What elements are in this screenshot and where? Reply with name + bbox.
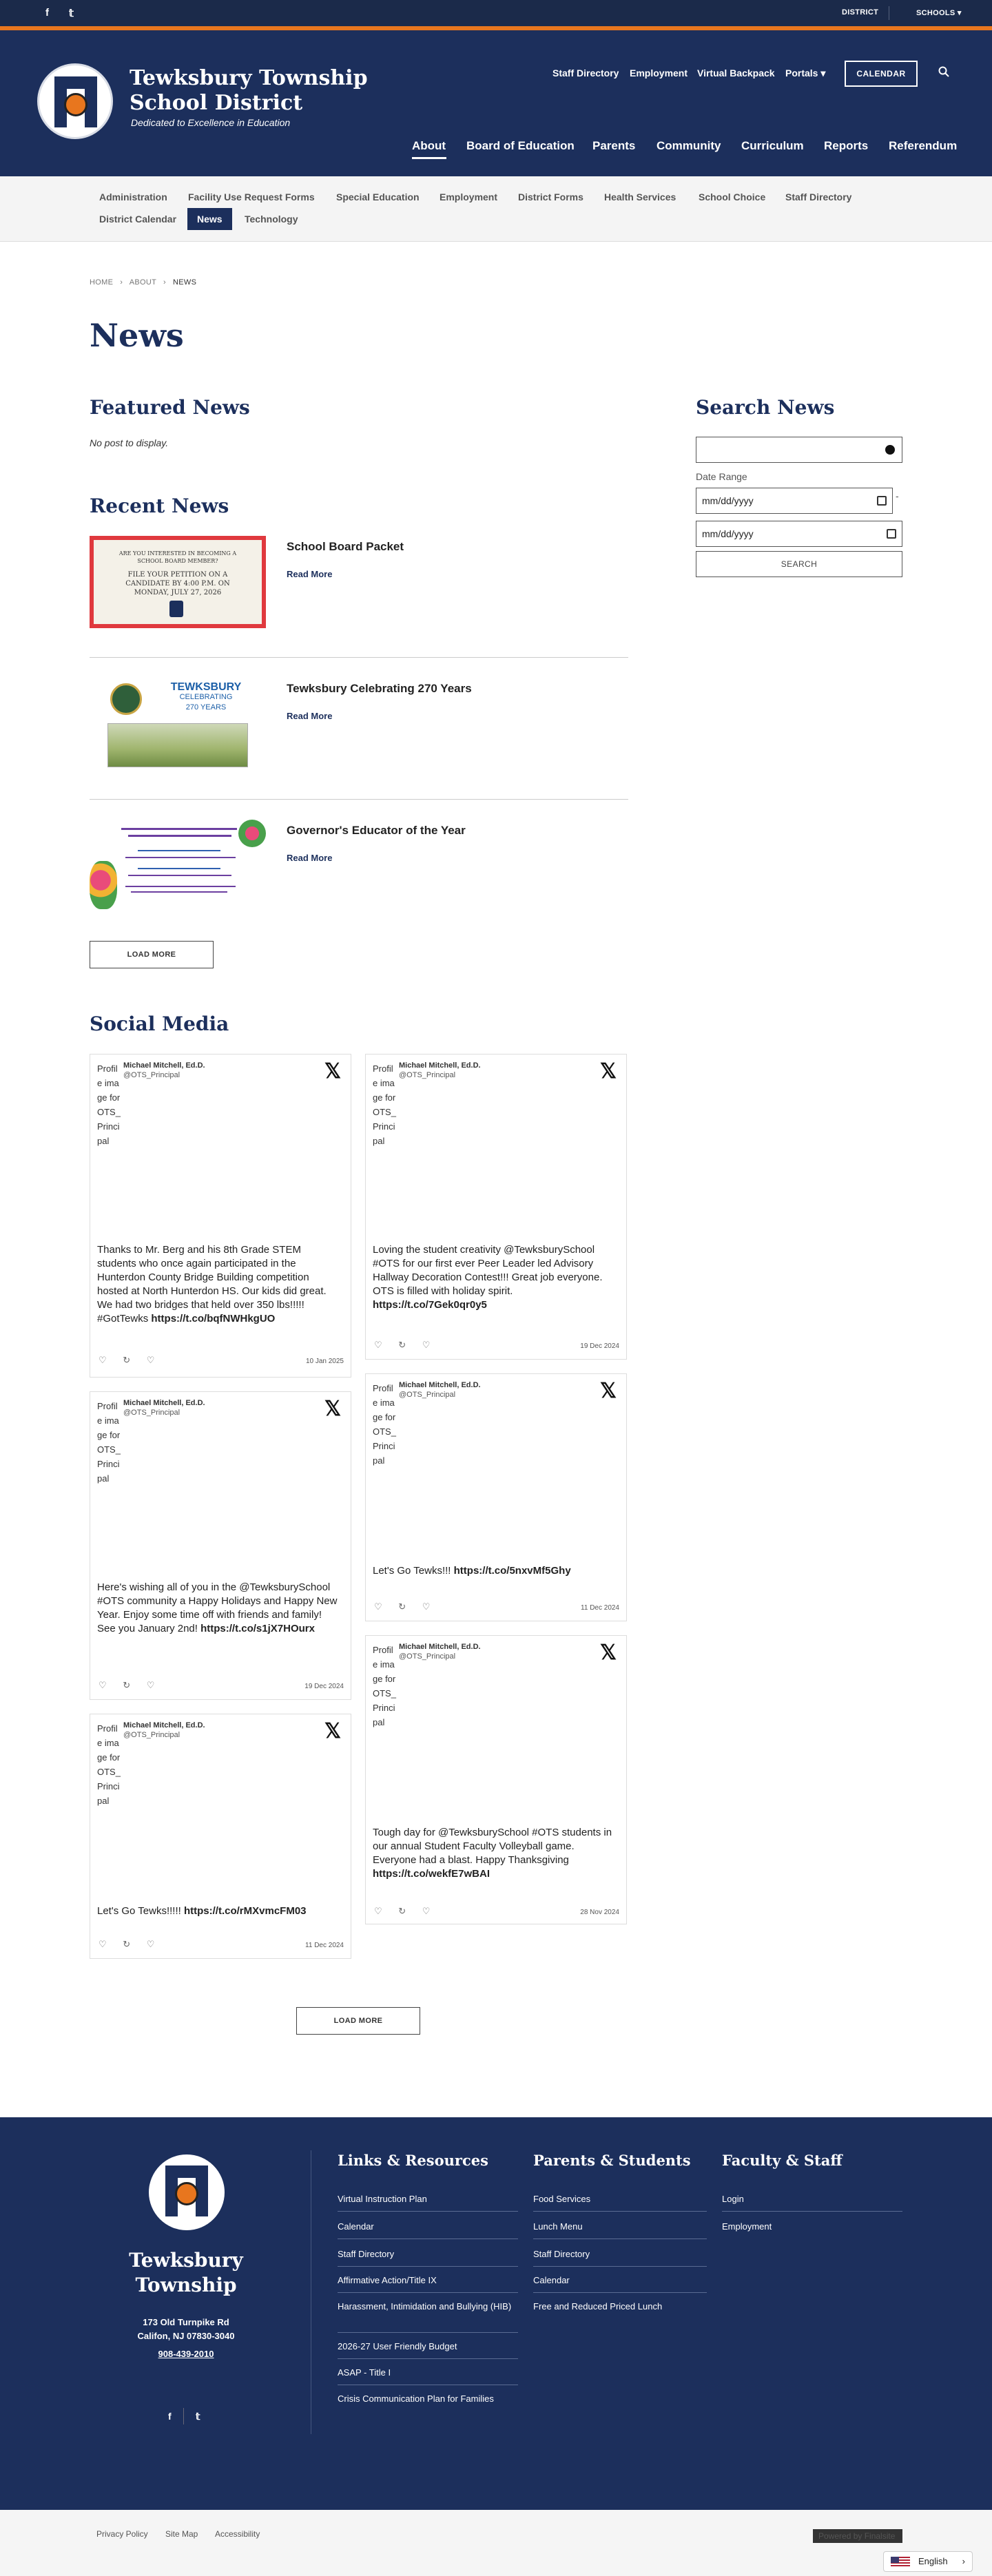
text-line (121, 828, 237, 830)
search-input[interactable] (696, 437, 902, 463)
footer-link[interactable]: Staff Directory (338, 2249, 395, 2259)
post-date: 19 Dec 2024 (580, 1342, 619, 1350)
post-body: Thanks to Mr. Berg and his 8th Grade STEM students who once again participated in the Hunterdon County Bridge Building competition hosted at North Hunterdon HS. Our kids did great. We had two bridges that held over 350 lbs!!!!! #GotTewks (97, 1244, 327, 1325)
site-title[interactable] (130, 66, 368, 116)
news-item (90, 820, 628, 951)
top-link-virtual-backpack[interactable]: Virtual Backpack (697, 67, 775, 79)
footer-link[interactable]: Calendar (533, 2275, 570, 2285)
social-media-heading: Social Media (90, 1012, 229, 1035)
post-link[interactable]: https://t.co/7Gek0qr0y5 (373, 1299, 487, 1311)
divider (533, 2266, 707, 2267)
facebook-icon[interactable]: f (45, 7, 49, 19)
calendar-icon[interactable] (877, 496, 887, 506)
thumb-text: 270 YEARS (185, 703, 227, 711)
post-actions[interactable]: ♡ ↻ ♡ (99, 1939, 162, 1949)
footer-faculty-heading: Faculty & Staff (722, 2152, 843, 2169)
divider (722, 2211, 902, 2212)
search-icon[interactable] (938, 66, 949, 77)
top-link-staff-directory[interactable]: Staff Directory (552, 67, 619, 79)
thumb-text: FILE YOUR PETITION ON A (127, 571, 228, 579)
calendar-icon[interactable] (887, 529, 896, 539)
footer-link[interactable]: Staff Directory (533, 2249, 590, 2259)
avatar: Profile image for OTS_Principal (373, 1383, 396, 1466)
building-illustration (107, 723, 248, 767)
date-placeholder: mm/dd/yyyy (702, 528, 754, 539)
us-flag-icon (891, 2557, 910, 2568)
post-handle: @OTS_Principal (399, 1652, 456, 1661)
calendar-button[interactable]: CALENDAR (845, 61, 918, 87)
post-body: Loving the student creativity @TewksburySchool #OTS for our first ever Peer Leader led Advisory Hallway Decoration Contest!!! Great job everyone. OTS is filled with holiday spirit. (373, 1244, 603, 1297)
featured-news-heading: Featured News (90, 396, 250, 419)
subnav-news[interactable]: News (187, 208, 232, 230)
site-header (0, 30, 992, 176)
x-logo-icon[interactable]: 𝕏 (599, 1060, 617, 1083)
chevron-right-icon: › (962, 2556, 965, 2566)
search-news-heading: Search News (696, 396, 835, 419)
end-date-field[interactable] (696, 521, 902, 547)
x-logo-icon[interactable]: 𝕏 (324, 1398, 341, 1420)
subnav-staff-directory[interactable]: Staff Directory (785, 191, 852, 202)
post-actions[interactable]: ♡ ↻ ♡ (374, 1340, 437, 1350)
footer-address-line2: Califon, NJ 07830-3040 (137, 2331, 235, 2341)
breadcrumb (90, 278, 196, 287)
read-more-link[interactable]: Read More (287, 711, 333, 721)
subnav-special-education[interactable]: Special Education (336, 191, 420, 202)
subnav-district-calendar[interactable]: District Calendar (99, 214, 177, 225)
post-link[interactable]: https://t.co/wekfE7wBAI (373, 1868, 490, 1880)
site-map-link[interactable]: Site Map (165, 2529, 198, 2539)
tiger-icon (175, 2182, 198, 2205)
news-title[interactable]: Tewksbury Celebrating 270 Years (287, 682, 472, 695)
news-item (90, 536, 628, 667)
tiger-icon (64, 93, 87, 116)
post-author: Michael Mitchell, Ed.D. (399, 1643, 481, 1651)
post-date: 28 Nov 2024 (580, 1909, 619, 1916)
text-line (128, 835, 231, 837)
footer-link[interactable]: Food Services (533, 2194, 591, 2204)
thumb-text: MONDAY, JULY 27, 2026 (134, 589, 222, 596)
post-text (373, 1826, 617, 1881)
read-more-link[interactable]: Read More (287, 853, 333, 863)
twitter-icon[interactable]: 𝕥 (196, 2411, 200, 2422)
flowers-decoration (90, 861, 117, 909)
subnav-health-services[interactable]: Health Services (604, 191, 676, 202)
x-logo-icon[interactable]: 𝕏 (599, 1641, 617, 1664)
post-actions[interactable]: ♡ ↻ ♡ (374, 1906, 437, 1916)
social-post-card[interactable] (365, 1635, 627, 1924)
language-label: English (918, 2556, 948, 2566)
avatar: Profile image for OTS_Principal (97, 1063, 121, 1146)
footer-link[interactable]: Free and Reduced Priced Lunch (533, 2301, 663, 2312)
news-thumbnail[interactable] (90, 820, 266, 912)
thumb-text: SCHOOL BOARD MEMBER? (137, 558, 218, 564)
flowers-decoration (238, 820, 266, 847)
nav-board-of-education[interactable]: Board of Education (466, 139, 575, 152)
post-link[interactable]: https://t.co/s1jX7HOurx (200, 1623, 315, 1634)
subnav-employment[interactable]: Employment (440, 191, 498, 202)
post-date: 11 Dec 2024 (305, 1942, 344, 1949)
post-text (97, 1581, 342, 1636)
avatar: Profile image for OTS_Principal (97, 1401, 121, 1484)
post-body: Let's Go Tewks!!! (373, 1565, 454, 1577)
facebook-icon[interactable]: f (168, 2411, 172, 2422)
text-line (138, 850, 220, 851)
tiger-icon (169, 601, 183, 617)
footer-district-name (103, 2248, 269, 2298)
breadcrumb-home[interactable]: HOME (90, 278, 114, 287)
text-line (131, 891, 227, 893)
page-title: News (90, 317, 184, 354)
date-range-label: Date Range (696, 471, 747, 482)
nav-community[interactable]: Community (657, 139, 721, 152)
thumb-text: ARE YOU INTERESTED IN BECOMING A (118, 550, 237, 557)
footer-link[interactable]: Affirmative Action/Title IX (338, 2275, 437, 2285)
text-line (128, 875, 231, 876)
news-title[interactable]: School Board Packet (287, 540, 404, 553)
site-tagline: Dedicated to Excellence in Education (131, 117, 291, 128)
text-line (125, 886, 236, 887)
bottom-bar (0, 2510, 992, 2576)
search-news-button[interactable]: SEARCH (696, 551, 902, 577)
language-selector[interactable] (883, 2551, 973, 2572)
post-link[interactable]: https://t.co/rMXvmcFM03 (183, 1905, 307, 1917)
twitter-icon[interactable]: 𝕥 (69, 8, 74, 19)
x-logo-icon[interactable]: 𝕏 (324, 1720, 341, 1743)
social-post-card[interactable] (90, 1054, 351, 1378)
subnav-school-choice[interactable]: School Choice (699, 191, 766, 202)
recent-news-heading: Recent News (90, 495, 229, 517)
post-actions[interactable]: ♡ ↻ ♡ (374, 1601, 437, 1612)
footer-link[interactable]: Virtual Instruction Plan (338, 2194, 427, 2204)
thumb-text: CANDIDATE BY 4:00 P.M. ON (125, 580, 230, 588)
schools-dropdown[interactable]: SCHOOLS ▾ (916, 9, 962, 17)
post-text (373, 1243, 617, 1312)
post-author: Michael Mitchell, Ed.D. (399, 1061, 481, 1070)
site-footer (0, 2117, 992, 2510)
subnav-administration[interactable]: Administration (99, 191, 167, 202)
footer-link[interactable]: Crisis Communication Plan for Families (338, 2393, 494, 2404)
post-body: Here's wishing all of you in the @TewksburySchool #OTS community a Happy Holidays and Happy New Year. Enjoy some time off with friends and family! See you January 2nd! (97, 1581, 338, 1634)
nav-active-indicator (412, 157, 446, 159)
nav-parents[interactable]: Parents (592, 139, 636, 152)
accessibility-link[interactable]: Accessibility (215, 2529, 260, 2539)
post-handle: @OTS_Principal (123, 1731, 180, 1739)
footer-link[interactable]: Employment (722, 2221, 772, 2232)
social-post-card[interactable] (365, 1054, 627, 1360)
post-date: 11 Dec 2024 (581, 1604, 619, 1612)
text-line (125, 857, 236, 858)
nav-about[interactable]: About (412, 139, 446, 152)
nav-curriculum[interactable]: Curriculum (741, 139, 804, 152)
post-handle: @OTS_Principal (123, 1409, 180, 1417)
footer-links-heading: Links & Resources (338, 2152, 488, 2169)
news-item (90, 678, 628, 809)
date-range-dash: - (896, 490, 899, 501)
utility-bar (0, 0, 992, 26)
date-placeholder: mm/dd/yyyy (702, 495, 754, 506)
featured-empty-text: No post to display. (90, 437, 169, 448)
post-author: Michael Mitchell, Ed.D. (399, 1381, 481, 1389)
post-link[interactable]: https://t.co/bqfNWHkgUO (151, 1313, 276, 1325)
post-text (97, 1904, 342, 1918)
subnav-district-forms[interactable]: District Forms (518, 191, 583, 202)
footer-link[interactable]: Lunch Menu (533, 2221, 583, 2232)
post-author: Michael Mitchell, Ed.D. (123, 1399, 205, 1407)
avatar: Profile image for OTS_Principal (373, 1645, 396, 1727)
district-logo[interactable] (37, 63, 113, 139)
post-text (97, 1243, 342, 1326)
news-title[interactable]: Governor's Educator of the Year (287, 824, 466, 837)
post-link[interactable]: https://t.co/5nxvMf5Ghy (453, 1565, 571, 1577)
privacy-policy-link[interactable]: Privacy Policy (96, 2529, 148, 2539)
avatar: Profile image for OTS_Principal (97, 1723, 121, 1806)
divider (90, 657, 628, 658)
top-link-portals[interactable]: Portals ▾ (785, 67, 826, 79)
top-link-employment[interactable]: Employment (630, 67, 688, 79)
thumb-text: TEWKSBURY (170, 681, 242, 693)
footer-phone-link[interactable]: 908-439-2010 (158, 2349, 214, 2359)
avatar: Profile image for OTS_Principal (373, 1063, 396, 1146)
news-thumbnail[interactable] (90, 536, 266, 628)
post-actions[interactable]: ♡ ↻ ♡ (99, 1355, 162, 1365)
nav-referendum[interactable]: Referendum (889, 139, 958, 152)
breadcrumb-current: NEWS (173, 278, 197, 287)
post-handle: @OTS_Principal (123, 1071, 180, 1079)
post-author: Michael Mitchell, Ed.D. (123, 1721, 205, 1730)
thumb-text: CELEBRATING (179, 693, 233, 701)
district-link[interactable]: DISTRICT (842, 8, 879, 17)
post-text (373, 1564, 617, 1578)
powered-by-badge[interactable]: Powered by Finalsite (813, 2529, 902, 2543)
x-logo-icon[interactable]: 𝕏 (599, 1380, 617, 1402)
subnav-facility-use[interactable]: Facility Use Request Forms (188, 191, 315, 202)
divider (533, 2292, 707, 2293)
chevron-right-icon: › (158, 278, 171, 287)
post-date: 19 Dec 2024 (304, 1683, 344, 1690)
divider (90, 799, 628, 800)
chevron-right-icon: › (115, 278, 127, 287)
post-body: Tough day for @TewksburySchool #OTS students in our annual Student Faculty Volleyball game. Everyone had a blast. Happy Thanksgiving (373, 1827, 612, 1866)
footer-link[interactable]: Calendar (338, 2221, 374, 2232)
post-author: Michael Mitchell, Ed.D. (123, 1061, 205, 1070)
divider (338, 2358, 518, 2359)
social-post-card[interactable] (90, 1391, 351, 1700)
social-post-card[interactable] (365, 1373, 627, 1621)
footer-link[interactable]: Login (722, 2194, 744, 2204)
start-date-field[interactable] (696, 488, 893, 514)
divider (533, 2211, 707, 2212)
divider (338, 2292, 518, 2293)
post-handle: @OTS_Principal (399, 1071, 456, 1079)
section-subnav (0, 176, 992, 242)
footer-link[interactable]: 2026-27 User Friendly Budget (338, 2341, 457, 2351)
divider (338, 2211, 518, 2212)
read-more-link[interactable]: Read More (287, 569, 333, 579)
footer-name-line1: Tewksbury (129, 2249, 243, 2272)
text-line (138, 868, 220, 869)
clear-icon[interactable] (885, 445, 895, 455)
breadcrumb-about[interactable]: ABOUT (129, 278, 156, 287)
post-actions[interactable]: ♡ ↻ ♡ (99, 1680, 162, 1690)
footer-link[interactable]: Harassment, Intimidation and Bullying (HIB) (338, 2301, 512, 2312)
post-date: 10 Jan 2025 (305, 1358, 344, 1365)
post-handle: @OTS_Principal (399, 1391, 456, 1399)
post-body: Let's Go Tewks!!!!! (97, 1905, 184, 1917)
seal-icon (110, 683, 142, 715)
footer-address-line1: 173 Old Turnpike Rd (143, 2317, 229, 2327)
site-title-line2: School District (130, 91, 303, 115)
news-load-more-button[interactable]: LOAD MORE (90, 941, 214, 968)
divider (338, 2332, 518, 2333)
footer-logo[interactable] (149, 2154, 225, 2230)
news-thumbnail[interactable] (90, 678, 266, 770)
x-logo-icon[interactable]: 𝕏 (324, 1060, 341, 1083)
social-load-more-button[interactable]: LOAD MORE (296, 2007, 420, 2035)
footer-parents-heading: Parents & Students (533, 2152, 691, 2169)
footer-name-line2: Township (135, 2274, 237, 2296)
divider (183, 2408, 184, 2424)
divider (338, 2266, 518, 2267)
footer-link[interactable]: ASAP - Title I (338, 2367, 391, 2378)
subnav-technology[interactable]: Technology (245, 214, 298, 225)
social-post-card[interactable] (90, 1714, 351, 1959)
site-title-line1: Tewksbury Township (130, 66, 368, 90)
nav-reports[interactable]: Reports (824, 139, 869, 152)
